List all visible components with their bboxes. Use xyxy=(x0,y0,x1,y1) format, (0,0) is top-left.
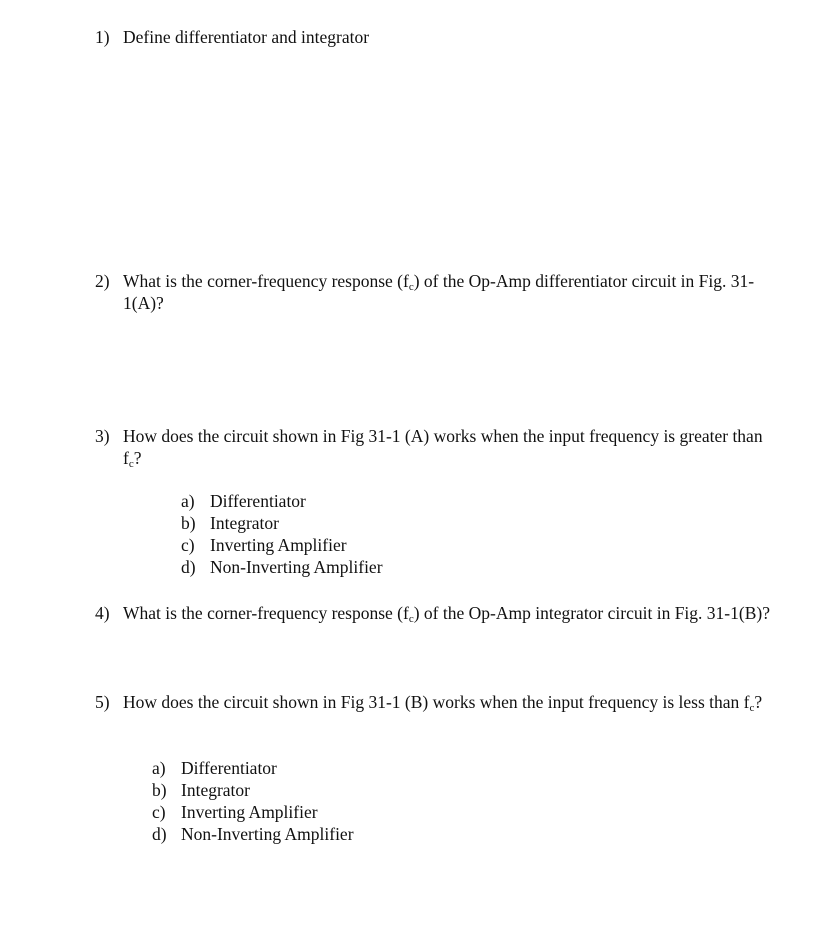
question-text-part: ) of the Op-Amp integrator circuit in Fig. 31-1(B)? xyxy=(413,603,770,623)
option-label: Inverting Amplifier xyxy=(210,535,347,555)
option-label: Inverting Amplifier xyxy=(181,802,318,822)
options-list xyxy=(181,490,383,578)
option-label: Differentiator xyxy=(181,758,277,778)
option-item xyxy=(152,801,354,823)
option-item xyxy=(181,490,383,512)
subscript: c xyxy=(749,702,755,714)
option-letter: d) xyxy=(181,557,196,577)
question-text-part: ? xyxy=(133,448,142,468)
question-4 xyxy=(95,602,775,624)
question-text-part: How does the circuit shown in Fig 31-1 (A) works when the input frequency is greater than f xyxy=(123,426,763,468)
option-letter: c) xyxy=(181,535,195,555)
option-letter: c) xyxy=(152,802,166,822)
question-2 xyxy=(95,270,775,314)
question-number: 3) xyxy=(95,426,110,446)
subscript: c xyxy=(408,281,414,293)
question-text xyxy=(123,691,775,713)
question-3 xyxy=(95,425,775,469)
option-letter: a) xyxy=(152,758,166,778)
option-item xyxy=(152,823,354,845)
question-text-part: What is the corner-frequency response (f xyxy=(123,603,409,623)
question-text-part: How does the circuit shown in Fig 31-1 (B) works when the input frequency is less than f xyxy=(123,692,750,712)
option-letter: a) xyxy=(181,491,195,511)
option-letter: d) xyxy=(152,824,167,844)
question-text xyxy=(123,602,775,624)
option-label: Integrator xyxy=(210,513,279,533)
subscript: c xyxy=(408,613,414,625)
question-1 xyxy=(95,26,775,48)
question-text xyxy=(123,425,775,469)
option-label: Non-Inverting Amplifier xyxy=(181,824,354,844)
question-number: 5) xyxy=(95,692,110,712)
question-text xyxy=(123,270,775,314)
option-label: Non-Inverting Amplifier xyxy=(210,557,383,577)
option-label: Differentiator xyxy=(210,491,306,511)
option-item xyxy=(181,512,383,534)
question-number: 1) xyxy=(95,27,110,47)
question-number: 2) xyxy=(95,271,110,291)
question-number: 4) xyxy=(95,603,110,623)
question-text-part: ) of the Op-Amp differentiator circuit in Fig. 31-1(A)? xyxy=(123,271,755,313)
question-text-part: What is the corner-frequency response (f xyxy=(123,271,409,291)
option-item xyxy=(181,556,383,578)
subscript: c xyxy=(128,458,134,470)
option-letter: b) xyxy=(152,780,167,800)
option-letter: b) xyxy=(181,513,196,533)
question-text: Define differentiator and integrator xyxy=(123,27,370,47)
question-text-part: ? xyxy=(754,692,763,712)
option-item xyxy=(181,534,383,556)
question-5 xyxy=(95,691,775,713)
option-item xyxy=(152,779,354,801)
option-item xyxy=(152,757,354,779)
option-label: Integrator xyxy=(181,780,250,800)
options-list xyxy=(152,757,354,845)
